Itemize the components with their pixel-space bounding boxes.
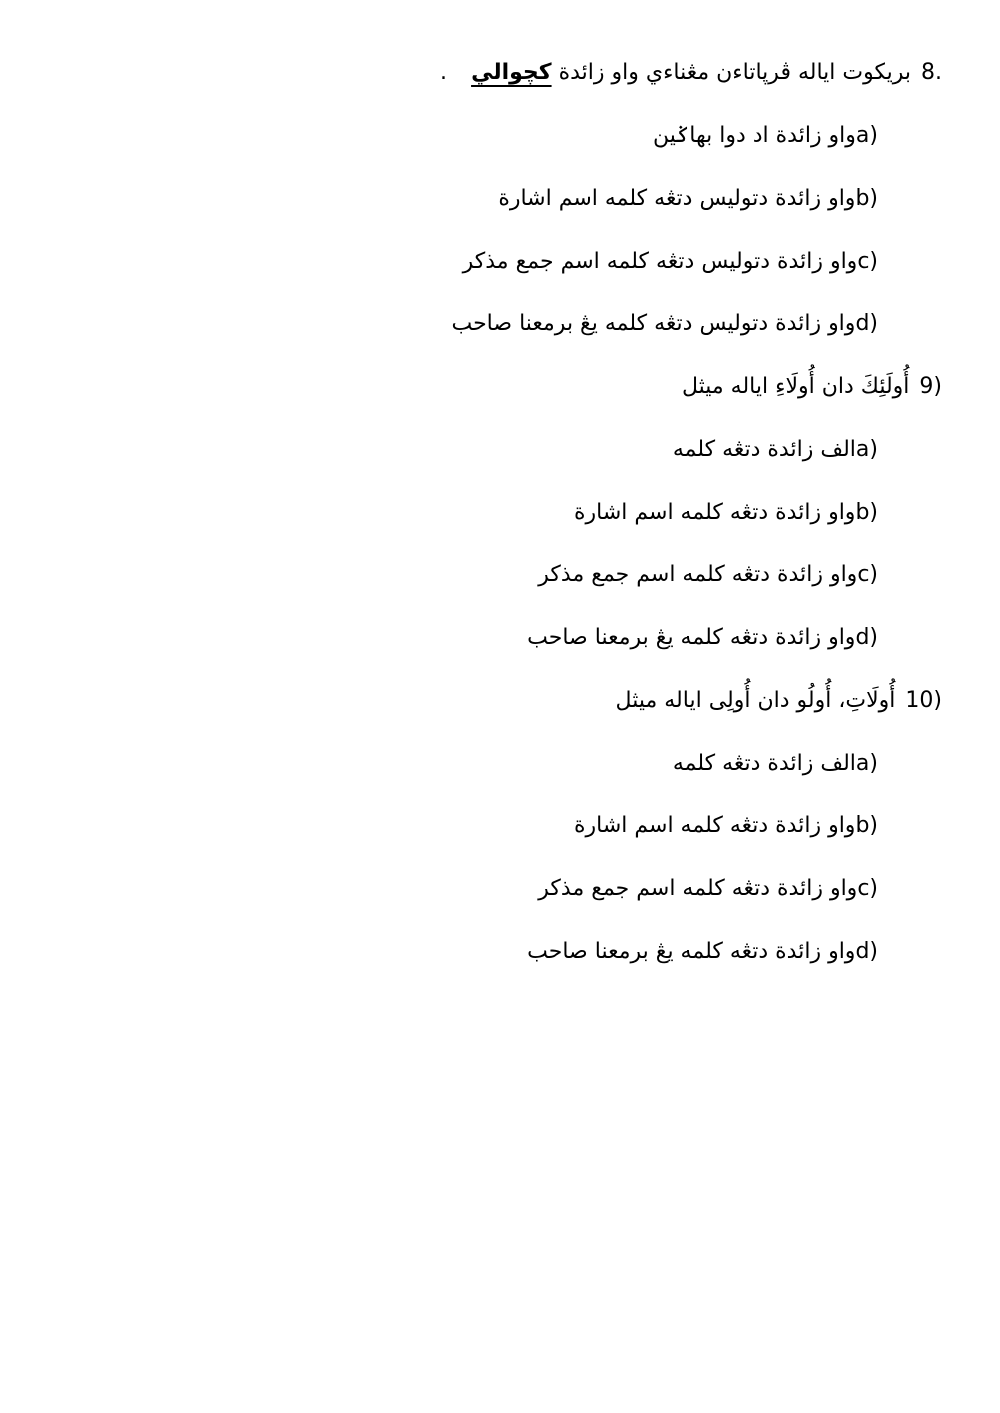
option-text: واو زائدة دتڠه كلمه اسم اشارة [573, 813, 856, 838]
question-8 [471, 58, 942, 88]
question-number: 8. [921, 60, 942, 85]
option-letter: d) [855, 939, 878, 964]
option-letter: a) [855, 437, 878, 462]
option-letter: c) [857, 249, 878, 274]
option-9a[interactable] [673, 435, 878, 465]
option-8c[interactable] [463, 247, 878, 277]
question-trailing-dot: . [440, 60, 447, 85]
option-text: واو زائدة دتوليس دتڠه كلمه اسم جمع مذكر [462, 249, 858, 274]
option-text: واو زائدة دتڠه كلمه يڠ برمعنا صاحب [527, 939, 856, 964]
option-9b[interactable] [574, 498, 878, 528]
question-text: أُولَئِكَ دان أُولَاءِ اياله ميثل [681, 374, 910, 399]
option-letter: d) [855, 625, 878, 650]
option-text: واو زائدة دتڠه كلمه اسم جمع مذكر [538, 562, 858, 587]
option-text: الف زائدة دتڠه كلمه [672, 751, 856, 776]
question-keyword: كچوالي [471, 60, 552, 85]
option-text: واو زائدة دتوليس دتڠه كلمه اسم اشارة [498, 186, 856, 211]
option-10c[interactable] [538, 874, 878, 904]
option-text: واو زائدة دتڠه كلمه يڠ برمعنا صاحب [527, 625, 856, 650]
option-8d[interactable] [451, 309, 878, 339]
option-9d[interactable] [527, 623, 878, 653]
question-9 [682, 372, 942, 402]
question-number: 10) [905, 688, 942, 713]
option-9c[interactable] [538, 560, 878, 590]
option-letter: d) [855, 311, 878, 336]
option-10a[interactable] [673, 749, 878, 779]
option-letter: a) [855, 123, 878, 148]
option-8a[interactable] [653, 121, 878, 151]
option-text: واو زائدة دتڠه كلمه اسم اشارة [573, 500, 856, 525]
question-10 [616, 686, 942, 716]
option-text: واو زائدة دتڠه كلمه اسم جمع مذكر [538, 876, 858, 901]
question-number: 9) [919, 374, 942, 399]
question-text: أُولَاتِ، أُولُو دان أُولِى اياله ميثل [615, 688, 896, 713]
option-letter: a) [855, 751, 878, 776]
option-8b[interactable] [498, 184, 878, 214]
option-10b[interactable] [574, 811, 878, 841]
option-text: الف زائدة دتڠه كلمه [672, 437, 856, 462]
option-letter: b) [855, 186, 878, 211]
option-letter: c) [857, 562, 878, 587]
option-text: واو زائدة اد دوا بهاݢين [652, 123, 856, 148]
option-letter: b) [855, 500, 878, 525]
option-letter: b) [855, 813, 878, 838]
option-letter: c) [857, 876, 878, 901]
option-10d[interactable] [527, 937, 878, 967]
question-text: بريكوت اياله ڤرپاتاءن مڠناءي واو زائدة [558, 60, 911, 85]
option-text: واو زائدة دتوليس دتڠه كلمه يڠ برمعنا صاحب [451, 311, 856, 336]
